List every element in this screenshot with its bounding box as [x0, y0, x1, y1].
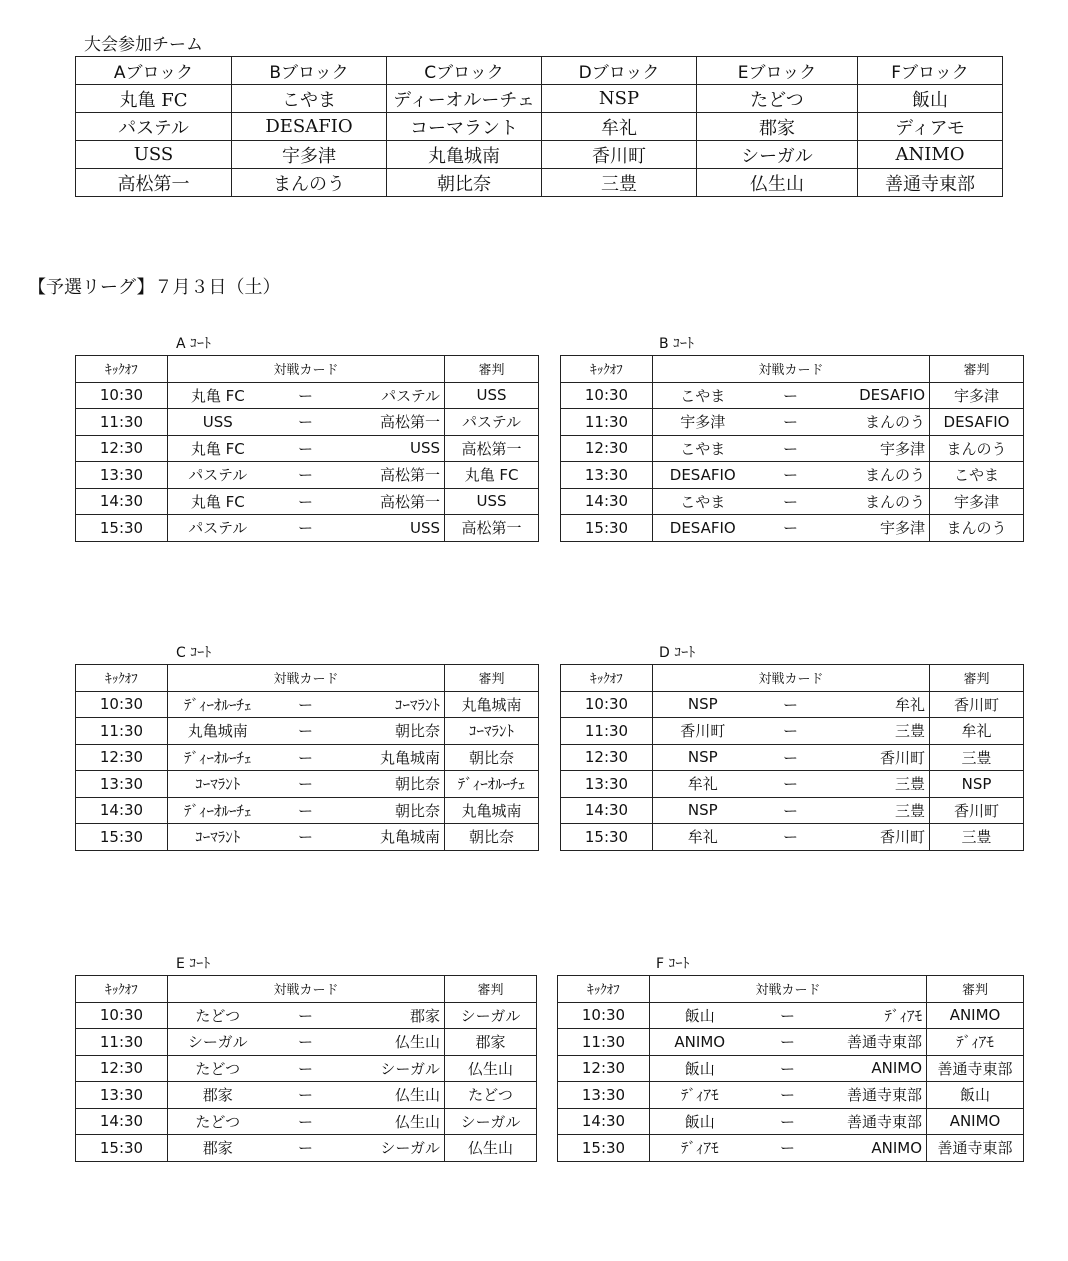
versus-dash: ー	[268, 771, 344, 798]
home-team: ﾃﾞｨｰｵﾙｰﾁｪ	[168, 744, 268, 771]
referee-team: 善通寺東部	[927, 1055, 1024, 1082]
referee-team: たどつ	[445, 1082, 537, 1109]
away-team: 仏生山	[344, 1082, 445, 1109]
referee-team: 香川町	[930, 691, 1024, 718]
match-row	[561, 462, 1024, 489]
kickoff-time: 13:30	[558, 1082, 650, 1109]
kickoff-time: 11:30	[76, 1029, 168, 1056]
home-team: ANIMO	[650, 1029, 750, 1056]
home-team: シーガル	[168, 1029, 268, 1056]
referee-team: シーガル	[445, 1108, 537, 1135]
participants-table	[75, 56, 1003, 197]
referee-team: 高松第一	[445, 435, 539, 462]
away-team: USS	[344, 515, 445, 542]
match-row	[558, 1082, 1024, 1109]
versus-dash: ー	[268, 488, 344, 515]
away-team: ｺｰﾏﾗﾝﾄ	[344, 691, 445, 718]
kickoff-time: 13:30	[76, 771, 168, 798]
match-row	[558, 1108, 1024, 1135]
versus-dash: ー	[268, 1055, 344, 1082]
kickoff-time: 15:30	[76, 1135, 168, 1162]
home-team: 丸亀城南	[168, 718, 268, 745]
referee-header: 審判	[927, 976, 1024, 1003]
home-team: 飯山	[650, 1002, 750, 1029]
referee-team: 丸亀城南	[445, 691, 539, 718]
referee-team: 高松第一	[445, 515, 539, 542]
versus-dash: ー	[753, 744, 829, 771]
match-row	[76, 771, 539, 798]
court-label-b: B ｺｰﾄ	[659, 336, 695, 352]
kickoff-time: 15:30	[76, 824, 168, 851]
kickoff-time: 15:30	[561, 824, 653, 851]
match-row	[561, 409, 1024, 436]
referee-team: 丸亀城南	[445, 797, 539, 824]
match-row	[76, 462, 539, 489]
kickoff-time: 13:30	[561, 462, 653, 489]
away-team: 朝比奈	[344, 771, 445, 798]
kickoff-header: ｷｯｸｵﾌ	[76, 976, 168, 1003]
away-team: 宇多津	[829, 515, 930, 542]
versus-dash: ー	[268, 409, 344, 436]
kickoff-time: 12:30	[76, 744, 168, 771]
match-row	[561, 435, 1024, 462]
team-cell: パステル	[76, 113, 232, 141]
referee-team: パステル	[445, 409, 539, 436]
card-header: 対戦カード	[650, 976, 927, 1003]
away-team: 三豊	[829, 771, 930, 798]
kickoff-header: ｷｯｸｵﾌ	[76, 356, 168, 383]
kickoff-time: 11:30	[561, 718, 653, 745]
versus-dash: ー	[753, 797, 829, 824]
kickoff-time: 11:30	[561, 409, 653, 436]
away-team: まんのう	[829, 462, 930, 489]
away-team: 丸亀城南	[344, 744, 445, 771]
team-cell: 宇多津	[232, 141, 387, 169]
away-team: ANIMO	[826, 1055, 927, 1082]
team-cell: まんのう	[232, 169, 387, 197]
match-row	[558, 1055, 1024, 1082]
kickoff-time: 10:30	[561, 691, 653, 718]
referee-team: ANIMO	[927, 1108, 1024, 1135]
team-cell: たどつ	[697, 85, 858, 113]
home-team: 丸亀 FC	[168, 435, 268, 462]
kickoff-time: 14:30	[76, 1108, 168, 1135]
court-label-f: F ｺｰﾄ	[656, 956, 690, 972]
versus-dash: ー	[268, 1108, 344, 1135]
home-team: ﾃﾞｨｱﾓ	[650, 1135, 750, 1162]
match-row	[76, 1029, 537, 1056]
team-cell: 郡家	[697, 113, 858, 141]
referee-team: 朝比奈	[445, 744, 539, 771]
participants-row	[76, 141, 1003, 169]
match-row	[76, 744, 539, 771]
court-label-c: C ｺｰﾄ	[176, 645, 212, 661]
away-team: 善通寺東部	[826, 1029, 927, 1056]
away-team: DESAFIO	[829, 382, 930, 409]
away-team: シーガル	[344, 1055, 445, 1082]
referee-team: 宇多津	[930, 382, 1024, 409]
participants-header-row	[76, 57, 1003, 85]
block-header-d: Dブロック	[542, 57, 697, 85]
home-team: たどつ	[168, 1108, 268, 1135]
team-cell: こやま	[232, 85, 387, 113]
kickoff-time: 12:30	[558, 1055, 650, 1082]
away-team: 善通寺東部	[826, 1082, 927, 1109]
match-row	[561, 382, 1024, 409]
away-team: シーガル	[344, 1135, 445, 1162]
match-row	[76, 1082, 537, 1109]
kickoff-time: 11:30	[76, 409, 168, 436]
referee-team: 朝比奈	[445, 824, 539, 851]
kickoff-header: ｷｯｸｵﾌ	[76, 665, 168, 692]
kickoff-time: 12:30	[76, 1055, 168, 1082]
away-team: 香川町	[829, 824, 930, 851]
kickoff-time: 14:30	[558, 1108, 650, 1135]
versus-dash: ー	[750, 1002, 826, 1029]
schedule-header-row	[76, 665, 539, 692]
home-team: ﾃﾞｨｰｵﾙｰﾁｪ	[168, 797, 268, 824]
home-team: 郡家	[168, 1135, 268, 1162]
referee-team: ﾃﾞｨｱﾓ	[927, 1029, 1024, 1056]
versus-dash: ー	[268, 435, 344, 462]
team-cell: 香川町	[542, 141, 697, 169]
schedule-header-row	[561, 665, 1024, 692]
versus-dash: ー	[750, 1135, 826, 1162]
team-cell: 三豊	[542, 169, 697, 197]
kickoff-time: 10:30	[76, 691, 168, 718]
home-team: 牟礼	[653, 824, 753, 851]
match-row	[76, 1108, 537, 1135]
referee-team: 郡家	[445, 1029, 537, 1056]
schedule-header-row	[76, 976, 537, 1003]
referee-team: 飯山	[927, 1082, 1024, 1109]
kickoff-time: 10:30	[561, 382, 653, 409]
referee-header: 審判	[445, 356, 539, 383]
referee-header: 審判	[930, 356, 1024, 383]
referee-team: DESAFIO	[930, 409, 1024, 436]
team-cell: ディアモ	[858, 113, 1003, 141]
away-team: 牟礼	[829, 691, 930, 718]
versus-dash: ー	[750, 1029, 826, 1056]
home-team: 丸亀 FC	[168, 382, 268, 409]
kickoff-header: ｷｯｸｵﾌ	[561, 665, 653, 692]
away-team: 朝比奈	[344, 797, 445, 824]
versus-dash: ー	[750, 1108, 826, 1135]
versus-dash: ー	[268, 718, 344, 745]
away-team: ﾃﾞｨｱﾓ	[826, 1002, 927, 1029]
match-row	[76, 1135, 537, 1162]
participants-row	[76, 169, 1003, 197]
referee-team: ANIMO	[927, 1002, 1024, 1029]
home-team: こやま	[653, 488, 753, 515]
home-team: こやま	[653, 382, 753, 409]
match-row	[561, 824, 1024, 851]
kickoff-time: 15:30	[558, 1135, 650, 1162]
team-cell: 飯山	[858, 85, 1003, 113]
home-team: 宇多津	[653, 409, 753, 436]
referee-team: 仏生山	[445, 1135, 537, 1162]
match-row	[558, 1002, 1024, 1029]
referee-team: 三豊	[930, 824, 1024, 851]
away-team: 香川町	[829, 744, 930, 771]
versus-dash: ー	[753, 691, 829, 718]
versus-dash: ー	[268, 744, 344, 771]
referee-team: まんのう	[930, 515, 1024, 542]
match-row	[76, 691, 539, 718]
away-team: まんのう	[829, 488, 930, 515]
team-cell: USS	[76, 141, 232, 169]
referee-team: USS	[445, 382, 539, 409]
court-label-a: A ｺｰﾄ	[176, 336, 212, 352]
court-table-e	[75, 975, 537, 1162]
home-team: NSP	[653, 691, 753, 718]
block-header-f: Fブロック	[858, 57, 1003, 85]
versus-dash: ー	[753, 409, 829, 436]
kickoff-time: 14:30	[76, 797, 168, 824]
referee-team: 丸亀 FC	[445, 462, 539, 489]
match-row	[76, 824, 539, 851]
match-row	[561, 771, 1024, 798]
home-team: ｺｰﾏﾗﾝﾄ	[168, 771, 268, 798]
card-header: 対戦カード	[168, 665, 445, 692]
away-team: ANIMO	[826, 1135, 927, 1162]
referee-team: 牟礼	[930, 718, 1024, 745]
versus-dash: ー	[268, 382, 344, 409]
court-label-d: D ｺｰﾄ	[659, 645, 696, 661]
card-header: 対戦カード	[168, 356, 445, 383]
home-team: 郡家	[168, 1082, 268, 1109]
home-team: 飯山	[650, 1108, 750, 1135]
kickoff-time: 12:30	[76, 435, 168, 462]
referee-team: NSP	[930, 771, 1024, 798]
home-team: 丸亀 FC	[168, 488, 268, 515]
home-team: ﾃﾞｨｰｵﾙｰﾁｪ	[168, 691, 268, 718]
away-team: 仏生山	[344, 1029, 445, 1056]
away-team: 朝比奈	[344, 718, 445, 745]
team-cell: 仏生山	[697, 169, 858, 197]
home-team: USS	[168, 409, 268, 436]
match-row	[561, 488, 1024, 515]
referee-team: USS	[445, 488, 539, 515]
versus-dash: ー	[750, 1055, 826, 1082]
match-row	[76, 435, 539, 462]
versus-dash: ー	[753, 515, 829, 542]
referee-team: ﾃﾞｨｰｵﾙｰﾁｪ	[445, 771, 539, 798]
home-team: パステル	[168, 462, 268, 489]
schedule-header-row	[558, 976, 1024, 1003]
referee-team: 三豊	[930, 744, 1024, 771]
versus-dash: ー	[753, 824, 829, 851]
kickoff-time: 15:30	[561, 515, 653, 542]
kickoff-time: 14:30	[561, 488, 653, 515]
court-table-d	[560, 664, 1024, 851]
card-header: 対戦カード	[653, 665, 930, 692]
referee-team: シーガル	[445, 1002, 537, 1029]
home-team: たどつ	[168, 1055, 268, 1082]
referee-team: 仏生山	[445, 1055, 537, 1082]
versus-dash: ー	[268, 515, 344, 542]
referee-team: 宇多津	[930, 488, 1024, 515]
block-header-b: Bブロック	[232, 57, 387, 85]
home-team: パステル	[168, 515, 268, 542]
league-title: 【予選リーグ】７月３日（土）	[28, 277, 281, 298]
referee-team: まんのう	[930, 435, 1024, 462]
team-cell: コーマラント	[387, 113, 542, 141]
versus-dash: ー	[268, 1029, 344, 1056]
team-cell: 丸亀城南	[387, 141, 542, 169]
match-row	[561, 718, 1024, 745]
match-row	[76, 515, 539, 542]
referee-team: ｺｰﾏﾗﾝﾄ	[445, 718, 539, 745]
court-table-a	[75, 355, 539, 542]
court-table-c	[75, 664, 539, 851]
away-team: 郡家	[344, 1002, 445, 1029]
participants-row	[76, 85, 1003, 113]
match-row	[76, 382, 539, 409]
team-cell: ANIMO	[858, 141, 1003, 169]
away-team: 高松第一	[344, 488, 445, 515]
team-cell: 丸亀 FC	[76, 85, 232, 113]
team-cell: ディーオルーチェ	[387, 85, 542, 113]
away-team: 丸亀城南	[344, 824, 445, 851]
versus-dash: ー	[753, 771, 829, 798]
versus-dash: ー	[268, 1135, 344, 1162]
versus-dash: ー	[753, 435, 829, 462]
team-cell: DESAFIO	[232, 113, 387, 141]
referee-header: 審判	[930, 665, 1024, 692]
versus-dash: ー	[753, 488, 829, 515]
kickoff-time: 13:30	[561, 771, 653, 798]
versus-dash: ー	[753, 382, 829, 409]
home-team: 香川町	[653, 718, 753, 745]
home-team: たどつ	[168, 1002, 268, 1029]
kickoff-time: 11:30	[76, 718, 168, 745]
kickoff-time: 13:30	[76, 1082, 168, 1109]
match-row	[561, 797, 1024, 824]
kickoff-time: 11:30	[558, 1029, 650, 1056]
match-row	[76, 718, 539, 745]
referee-team: こやま	[930, 462, 1024, 489]
kickoff-time: 15:30	[76, 515, 168, 542]
card-header: 対戦カード	[653, 356, 930, 383]
card-header: 対戦カード	[168, 976, 445, 1003]
match-row	[561, 744, 1024, 771]
court-label-e: E ｺｰﾄ	[176, 956, 211, 972]
team-cell: NSP	[542, 85, 697, 113]
referee-team: 香川町	[930, 797, 1024, 824]
participants-title: 大会参加チーム	[84, 35, 203, 55]
away-team: 高松第一	[344, 409, 445, 436]
team-cell: 牟礼	[542, 113, 697, 141]
team-cell: 善通寺東部	[858, 169, 1003, 197]
match-row	[76, 488, 539, 515]
kickoff-time: 14:30	[76, 488, 168, 515]
match-row	[558, 1029, 1024, 1056]
participants-row	[76, 113, 1003, 141]
match-row	[76, 1002, 537, 1029]
home-team: NSP	[653, 744, 753, 771]
team-cell: シーガル	[697, 141, 858, 169]
away-team: 善通寺東部	[826, 1108, 927, 1135]
home-team: ﾃﾞｨｱﾓ	[650, 1082, 750, 1109]
block-header-a: Aブロック	[76, 57, 232, 85]
away-team: 仏生山	[344, 1108, 445, 1135]
kickoff-time: 10:30	[76, 1002, 168, 1029]
kickoff-time: 14:30	[561, 797, 653, 824]
match-row	[76, 797, 539, 824]
team-cell: 高松第一	[76, 169, 232, 197]
home-team: ｺｰﾏﾗﾝﾄ	[168, 824, 268, 851]
schedule-header-row	[561, 356, 1024, 383]
kickoff-time: 12:30	[561, 435, 653, 462]
kickoff-header: ｷｯｸｵﾌ	[558, 976, 650, 1003]
away-team: 三豊	[829, 718, 930, 745]
match-row	[561, 691, 1024, 718]
schedule-header-row	[76, 356, 539, 383]
away-team: 高松第一	[344, 462, 445, 489]
versus-dash: ー	[268, 1082, 344, 1109]
court-table-f	[557, 975, 1024, 1162]
referee-header: 審判	[445, 665, 539, 692]
away-team: パステル	[344, 382, 445, 409]
kickoff-header: ｷｯｸｵﾌ	[561, 356, 653, 383]
versus-dash: ー	[268, 691, 344, 718]
away-team: まんのう	[829, 409, 930, 436]
versus-dash: ー	[268, 462, 344, 489]
home-team: 牟礼	[653, 771, 753, 798]
away-team: USS	[344, 435, 445, 462]
match-row	[561, 515, 1024, 542]
block-header-c: Cブロック	[387, 57, 542, 85]
home-team: NSP	[653, 797, 753, 824]
court-table-b	[560, 355, 1024, 542]
versus-dash: ー	[268, 824, 344, 851]
kickoff-time: 12:30	[561, 744, 653, 771]
kickoff-time: 10:30	[558, 1002, 650, 1029]
home-team: DESAFIO	[653, 515, 753, 542]
block-header-e: Eブロック	[697, 57, 858, 85]
away-team: 宇多津	[829, 435, 930, 462]
versus-dash: ー	[753, 462, 829, 489]
versus-dash: ー	[750, 1082, 826, 1109]
home-team: こやま	[653, 435, 753, 462]
home-team: DESAFIO	[653, 462, 753, 489]
match-row	[76, 409, 539, 436]
match-row	[76, 1055, 537, 1082]
team-cell: 朝比奈	[387, 169, 542, 197]
home-team: 飯山	[650, 1055, 750, 1082]
away-team: 三豊	[829, 797, 930, 824]
referee-header: 審判	[445, 976, 537, 1003]
referee-team: 善通寺東部	[927, 1135, 1024, 1162]
match-row	[558, 1135, 1024, 1162]
versus-dash: ー	[753, 718, 829, 745]
versus-dash: ー	[268, 1002, 344, 1029]
kickoff-time: 10:30	[76, 382, 168, 409]
versus-dash: ー	[268, 797, 344, 824]
kickoff-time: 13:30	[76, 462, 168, 489]
